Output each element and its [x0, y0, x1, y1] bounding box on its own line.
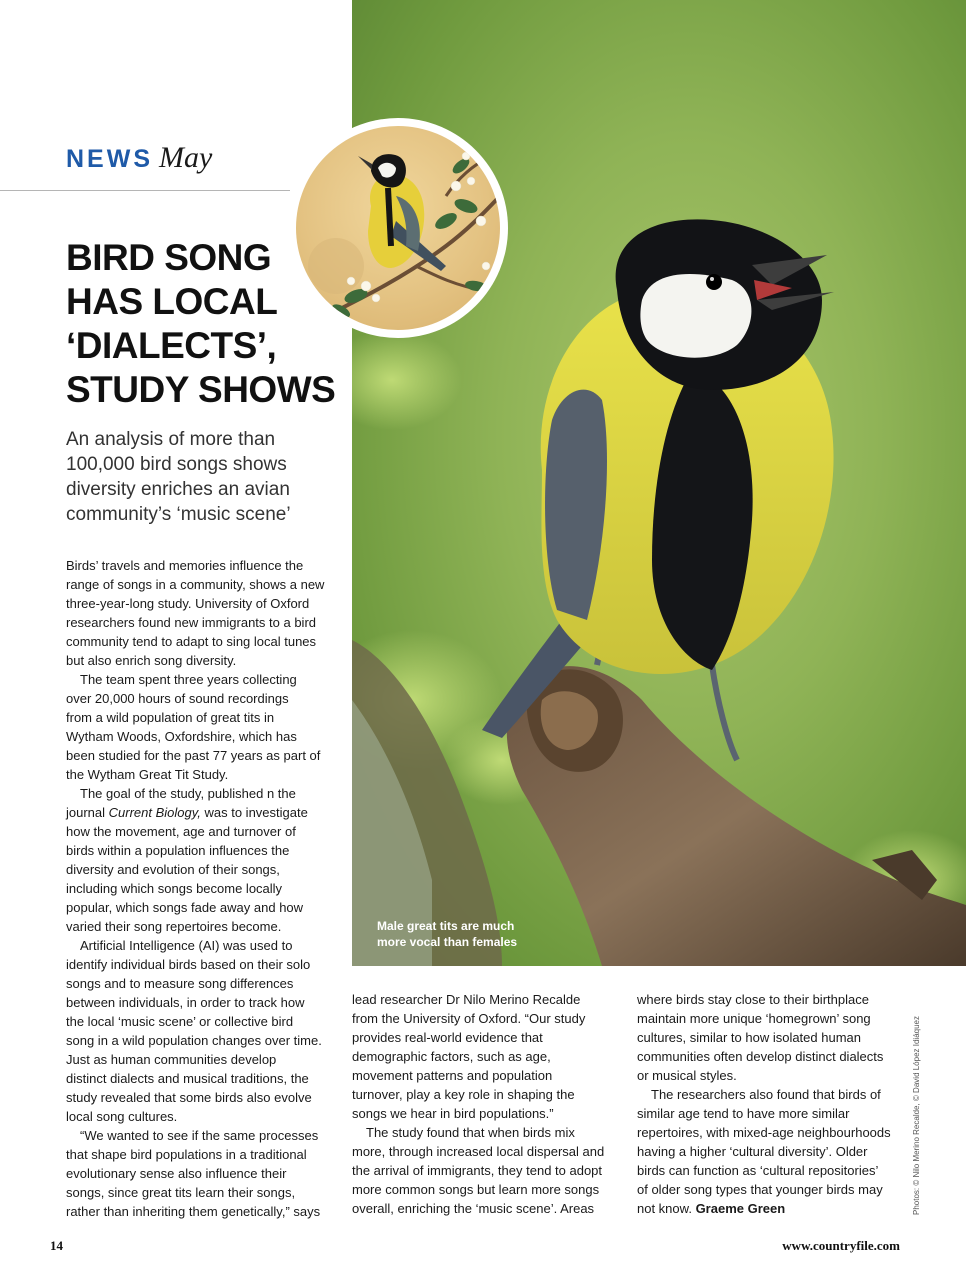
- standfirst-line: An analysis of more than: [66, 429, 276, 450]
- journal-name: Current Biology,: [108, 805, 201, 820]
- headline-line: ‘DIALECTS’,: [66, 325, 277, 366]
- standfirst-line: 100,000 bird songs shows: [66, 454, 287, 475]
- body-line: where birds stay close to their birthplace: [637, 992, 869, 1007]
- body-line: The team spent three years collecting: [80, 672, 297, 687]
- body-line: more, through increased local dispersal and: [352, 1144, 605, 1159]
- body-line: movement patterns and population: [352, 1068, 553, 1083]
- body-line: demographic factors, such as age,: [352, 1049, 551, 1064]
- body-line: the Wytham Great Tit Study.: [66, 767, 229, 782]
- body-line: The researchers also found that birds of: [651, 1087, 881, 1102]
- body-line: songs we hear in bird populations.”: [352, 1106, 554, 1121]
- body-column-1: [66, 556, 336, 1221]
- body-line: over 20,000 hours of sound recordings: [66, 691, 289, 706]
- issue-month: May: [159, 141, 213, 174]
- body-line: rather than inheriting them genetically,” says: [66, 1204, 321, 1219]
- body-line: provides real-world evidence that: [352, 1030, 543, 1045]
- body-line: more common songs but learn more songs: [352, 1182, 600, 1197]
- body-line: “We wanted to see if the same processes: [80, 1128, 319, 1143]
- body-line: including which songs become locally: [66, 881, 283, 896]
- headline-line: STUDY SHOWS: [66, 369, 336, 410]
- body-column-3: [637, 990, 907, 1218]
- body-line: evolutionary sense also influence their: [66, 1166, 287, 1181]
- body-line: the local ‘music scene’ or collective bird: [66, 1014, 294, 1029]
- section-label: NEWS: [66, 145, 153, 173]
- body-line: similar age tend to have more similar: [637, 1106, 850, 1121]
- body-line: journal Current Biology, was to investigate: [66, 805, 308, 820]
- body-line: but also enrich song diversity.: [66, 653, 237, 668]
- body-line-text: not know.: [637, 1201, 692, 1216]
- kicker-divider: [0, 190, 290, 191]
- body-line: Just as human communities develop: [66, 1052, 277, 1067]
- website-link[interactable]: www.countryfile.com: [782, 1238, 900, 1253]
- body-line: having a higher ‘cultural diversity’. Older: [637, 1144, 868, 1159]
- body-line: community tend to adapt to sing local tunes: [66, 634, 317, 649]
- body-line: local song cultures.: [66, 1109, 178, 1124]
- body-line-last: [637, 1199, 907, 1218]
- body-line: how the movement, age and turnover of: [66, 824, 296, 839]
- standfirst-line: community’s ‘music scene’: [66, 504, 291, 525]
- headline-line: BIRD SONG: [66, 237, 272, 278]
- body-line: lead researcher Dr Nilo Merino Recalde: [352, 992, 581, 1007]
- photo-caption: Male great tits are much more vocal than females: [377, 919, 518, 949]
- body-line: researchers found new immigrants to a bird: [66, 615, 317, 630]
- body-line: The study found that when birds mix: [366, 1125, 575, 1140]
- body-line: identify individual birds based on their solo: [66, 957, 311, 972]
- body-line: from a wild population of great tits in: [66, 710, 275, 725]
- body-line: from the University of Oxford. “Our study: [352, 1011, 586, 1026]
- headline-line: HAS LOCAL: [66, 281, 278, 322]
- body-line: The goal of the study, published n the: [80, 786, 296, 801]
- body-line: Wytham Woods, Oxfordshire, which has: [66, 729, 297, 744]
- section-kicker: [66, 141, 212, 175]
- photo-credit: Photos: © Nilo Merino Recalde, © David López Idiáquez: [912, 1015, 921, 1215]
- body-line: the arrival of immigrants, they tend to adopt: [352, 1163, 603, 1178]
- body-line: diversity and evolution of their songs,: [66, 862, 280, 877]
- body-line: song in a wild population changes over time.: [66, 1033, 322, 1048]
- body-line: communities often develop distinct dialects: [637, 1049, 884, 1064]
- body-line: range of songs in a community, shows a new: [66, 577, 325, 592]
- body-line: overall, enriching the ‘music scene’. Areas: [352, 1201, 595, 1216]
- body-line: of older song types that younger birds may: [637, 1182, 883, 1197]
- body-column-2: [352, 990, 622, 1218]
- body-line: popular, which songs fade away and how: [66, 900, 304, 915]
- body-line: maintain more unique ‘homegrown’ song: [637, 1011, 871, 1026]
- body-line: songs, since great tits learn their songs,: [66, 1185, 296, 1200]
- body-line: Birds’ travels and memories influence the: [66, 558, 304, 573]
- body-line: varied their song repertoires become.: [66, 919, 282, 934]
- body-line: turnover, play a key role in shaping the: [352, 1087, 575, 1102]
- body-line: songs and to measure song differences: [66, 976, 294, 991]
- standfirst: [66, 427, 346, 527]
- body-line: three-year-long study. University of Oxford: [66, 596, 310, 611]
- body-line: been studied for the past 77 years as part of: [66, 748, 321, 763]
- standfirst-line: diversity enriches an avian: [66, 479, 290, 500]
- body-line: study revealed that some birds also evolve: [66, 1090, 312, 1105]
- body-line: birds within a population influences the: [66, 843, 290, 858]
- headline: [66, 236, 351, 412]
- body-line: cultures, similar to how isolated human: [637, 1030, 861, 1045]
- body-line: distinct dialects and musical traditions, the: [66, 1071, 309, 1086]
- body-line: Artificial Intelligence (AI) was used to: [80, 938, 293, 953]
- body-line: repertoires, with mixed-age neighbourhoods: [637, 1125, 891, 1140]
- page-number: 14: [50, 1238, 63, 1253]
- body-line: between individuals, in order to track how: [66, 995, 305, 1010]
- body-line: or musical styles.: [637, 1068, 737, 1083]
- body-line: that shape bird populations in a traditional: [66, 1147, 307, 1162]
- body-line: birds can function as ‘cultural repositories’: [637, 1163, 879, 1178]
- author-byline: Graeme Green: [695, 1201, 786, 1216]
